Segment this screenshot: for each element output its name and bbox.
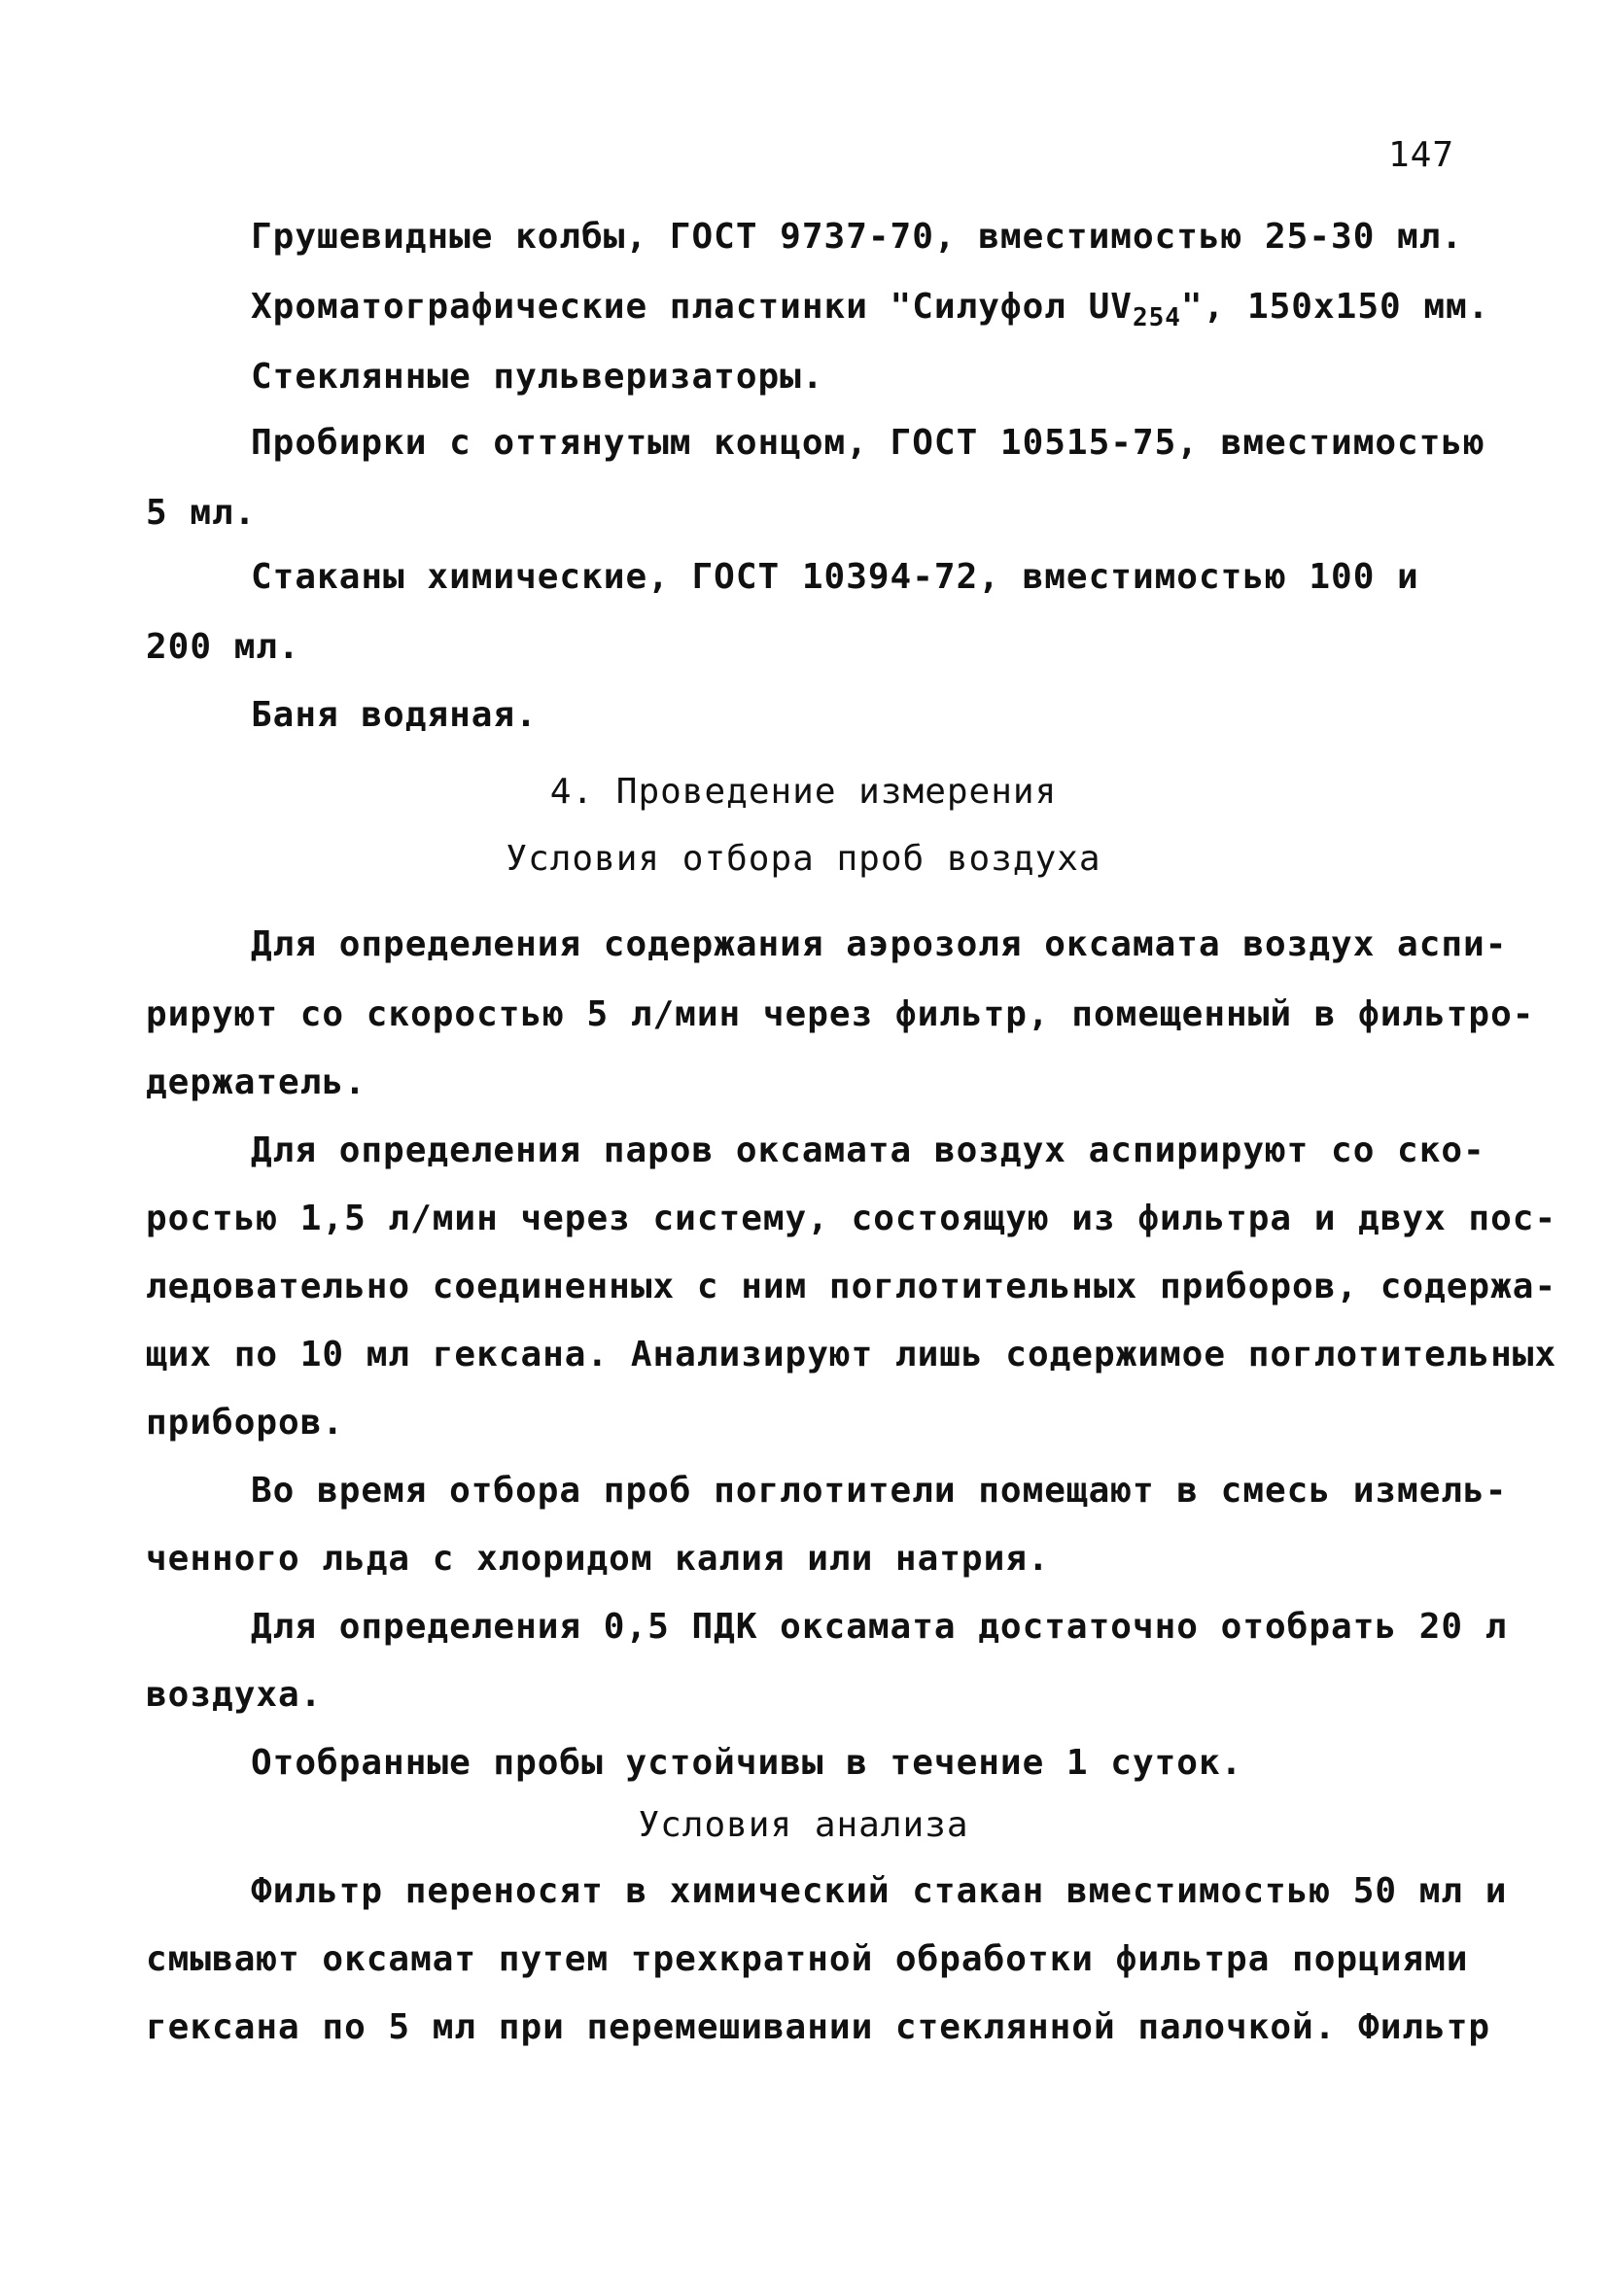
equipment-flasks: Грушевидные колбы, ГОСТ 9737-70, вместимостью 25-30 мл. — [251, 217, 1464, 257]
equipment-sprayers: Стеклянные пульверизаторы. — [251, 357, 824, 397]
plates-text-after: ", 150x150 мм. — [1180, 287, 1490, 327]
volume-line-2: воздуха. — [146, 1675, 323, 1715]
analysis-line-2: смывают оксамат путем трехкратной обработки фильтра порциями — [146, 1939, 1469, 1979]
ice-line-1: Во время отбора проб поглотители помещают в смесь измель- — [251, 1471, 1508, 1511]
aerosol-line-1: Для определения содержания аэрозоля оксамата воздух аспи- — [251, 924, 1508, 964]
equipment-tubes-line2: 5 мл. — [146, 493, 257, 533]
page-number: 147 — [1388, 135, 1455, 175]
vapour-line-5: приборов. — [146, 1403, 345, 1443]
vapour-line-3: ледовательно соединенных с ним поглотительных приборов, содержа- — [146, 1267, 1557, 1306]
vapour-line-2: ростью 1,5 л/мин через систему, состоящую из фильтра и двух пос- — [146, 1199, 1557, 1238]
stability-line: Отобранные пробы устойчивы в течение 1 суток. — [251, 1743, 1243, 1783]
equipment-beakers-line1: Стаканы химические, ГОСТ 10394-72, вместимостью 100 и — [251, 557, 1419, 597]
vapour-line-1: Для определения паров оксамата воздух аспирируют со ско- — [251, 1131, 1485, 1170]
plates-text-before: Хроматографические пластинки "Силуфол UV — [251, 287, 1133, 327]
subheading-sampling: Условия отбора проб воздуха — [506, 839, 1101, 879]
aerosol-line-3: держатель. — [146, 1062, 367, 1102]
equipment-beakers-line2: 200 мл. — [146, 627, 300, 667]
section-heading: 4. Проведение измерения — [549, 772, 1058, 812]
subheading-analysis: Условия анализа — [638, 1805, 969, 1845]
equipment-bath: Баня водяная. — [251, 695, 538, 735]
volume-line-1: Для определения 0,5 ПДК оксамата достаточно отобрать 20 л — [251, 1607, 1508, 1647]
plates-subscript: 254 — [1132, 303, 1181, 332]
equipment-plates — [251, 286, 1490, 332]
aerosol-line-2: рируют со скоростью 5 л/мин через фильтр, помещенный в фильтро- — [146, 994, 1535, 1034]
equipment-tubes-line1: Пробирки с оттянутым концом, ГОСТ 10515-75, вместимостью — [251, 423, 1485, 463]
vapour-line-4: щих по 10 мл гексана. Анализируют лишь содержимое поглотительных — [146, 1335, 1557, 1374]
ice-line-2: ченного льда с хлоридом калия или натрия. — [146, 1539, 1050, 1579]
analysis-line-3: гексана по 5 мл при перемешивании стеклянной палочкой. Фильтр — [146, 2007, 1491, 2047]
analysis-line-1: Фильтр переносят в химический стакан вместимостью 50 мл и — [251, 1871, 1508, 1911]
